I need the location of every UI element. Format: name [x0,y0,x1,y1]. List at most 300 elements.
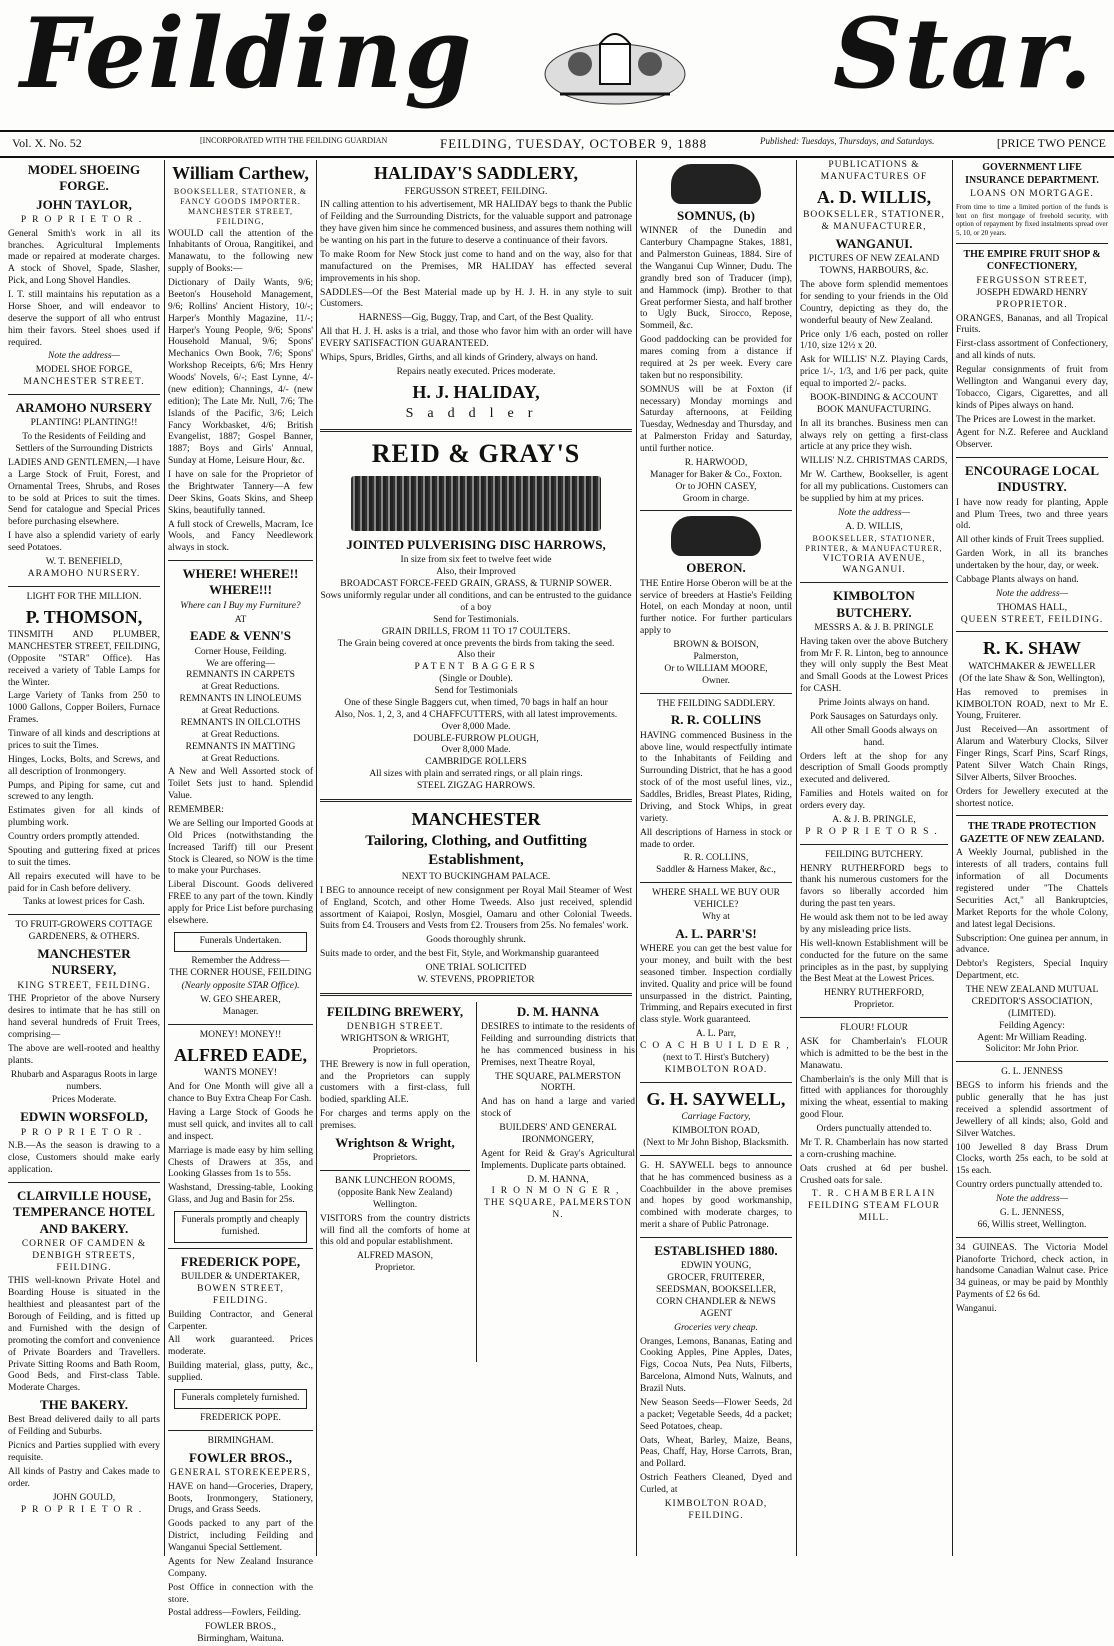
willis-text: The above form splendid mementoes for sending to your friends in the Old Country, depicting as they do, the wonderful beauty of New Zealand. [800,280,948,326]
column-rule [952,160,953,1556]
reid-title: REID & GRAY'S [371,438,581,468]
fruit-text: The Prices are Lowest in the market. [956,414,1096,425]
reid-baggers-also: Also their [457,650,495,661]
tailor-title: MANCHESTER [411,808,541,829]
carthew-subtitle: MANCHESTER STREET, FEILDING, [188,206,293,226]
fowler-text: Post Office in connection with the store. [168,1582,313,1605]
bottom-split [320,1002,635,1362]
fruit-text: Regular consignments of fruit from Wellington and Wanganui every day, Tobacco, Cigars, Cigarettes, and all kinds of Pipes always on hand. [956,365,1108,411]
reid-drills: GRAIN DRILLS, FROM 11 TO 17 COULTERS. [381,626,571,637]
forge-title: MODEL SHOEING FORGE. [27,162,141,194]
hall-signature: QUEEN STREET, FEILDING. [960,614,1104,625]
reid-over: Over 8,000 Made. [441,721,511,732]
forge-role: PROPRIETOR. [20,214,148,225]
pringle-text: Pork Sausages on Saturdays only. [810,711,938,722]
eade-text: A New and Well Assorted stock of Toilet Sets just to hand. Splendid Value. [168,767,313,802]
hanna-text: DESIRES to intimate to the residents of Feilding and surrounding districts that he has commenced business in his Premises, next Theatre Royal, [481,1022,635,1068]
hanna-title: D. M. HANNA [516,1003,600,1019]
eade-text: Liberal Discount. Goods delivered FREE to any part of the town. Kindly apply for Price List before purchasing elsewhere. [168,880,313,926]
column-1 [8,160,160,1556]
eade-text: We are Selling our Imported Goods at Old Prices (notwithstanding the Increased Tariff) till our Present Stock is Cleared, so NOW is the time to make your Purchases. [168,818,313,877]
eade-line: REMNANTS IN CARPETS [186,670,295,681]
nursery-title: ARAMOHO NURSERY [15,400,153,415]
oberon-signature: Palmerston, [693,651,739,662]
thomson-text: Estimates given for all kinds of plumbing work. [8,806,160,829]
young-name: EDWIN YOUNG, [680,1261,752,1272]
somnus-text: SOMNUS will be at Foxton (if necessary) Monday mornings and Saturday afternoons, at Feilding Tuesday, Wednesday and Thursday, and at Palmerston Friday and Saturday, until further notice. [640,384,792,454]
nursery-signature: ARAMOHO NURSERY. [27,568,141,579]
jenness-text: BEGS to inform his friends and the public generally that he has just received a splendid assortment of Jewellery of all kinds; also, Gold and Silver Watches. [956,1081,1108,1139]
tailor-text: Suits made to order, and the best Fit, Style, and Workmanship guaranteed [320,949,599,960]
eade-line: at Great Reductions. [201,753,280,764]
rutherford-text: His well-known Establishment will be conducted for the future on the same principles as in the past, by supplying the Best Meat at the Lowest Prices. [800,938,948,985]
money-text: Washstand, Dressing-table, Looking Glass, and Jug and Basin for 25s. [168,1183,313,1206]
brewery-text: For charges and terms apply on the premises. [320,1109,470,1131]
thomson-text: Tanks at lowest prices for Cash. [23,897,145,908]
rutherford-text: HENRY RUTHERFORD begs to thank his numerous customers for the favors so liberally accorded him during the past ten years. [800,863,948,910]
oberon-signature: Or to WILLIAM MOORE, [664,663,768,674]
hanna-text: And has on hand a large and varied stock of [481,1097,635,1120]
willis-book: BOOK-BINDING & ACCOUNT BOOK MANUFACTURING. [810,392,938,415]
column-4 [640,160,795,1556]
shaw-subtitle: WATCHMAKER & JEWELLER [968,661,1096,672]
brewery-title: FEILDING BREWERY, [326,1003,464,1019]
haliday-title: HALIDAY'S SADDLERY, [373,163,579,183]
pope-subtitle: BUILDER & UNDERTAKER, [181,1272,300,1282]
forge-address: MODEL SHOE FORGE, [35,365,133,376]
masthead-title-left: Feilding [20,0,474,110]
fruit-title: THE EMPIRE FRUIT SHOP & CONFECTIONERY, [963,248,1101,273]
pope-text: Building Contractor, and General Carpenter. [168,1309,313,1332]
haliday-subtitle: FERGUSSON STREET, FEILDING. [404,186,548,197]
thomson-text: Large Variety of Tanks from 250 to 1000 Gallons, Copper Boilers, Furnace Frames. [8,691,160,726]
pringle-subtitle: MESSRS A. & J. B. PRINGLE [814,622,934,633]
flour-text: Orders punctually attended to. [816,1124,932,1134]
jenness-text: Country orders punctually attended to. [956,1180,1103,1191]
reid-text: One of these Single Baggers cut, when timed, 70 bags in half an hour [344,697,608,708]
eade-address: Remember the Address— [191,955,290,966]
willis-location: WANGANUI. [835,236,913,251]
eade-line: REMNANTS IN OILCLOTHS [180,717,301,728]
pringle-text: Orders left at the shop for any description of Small Goods promptly executed and delivered. [800,751,948,786]
eade-signature: W. GEO SHEARER, [200,995,281,1006]
thomson-head: LIGHT FOR THE MILLION. [26,591,142,602]
money-head: MONEY! MONEY!! [199,1030,282,1040]
flour-text: Mr T. R. Chamberlain has now started a corn-crushing machine. [800,1137,948,1160]
manchester-nursery-subtitle: KING STREET, FEILDING. [17,980,151,991]
trade-text: Debtor's Registers, Special Inquiry Department, etc. [956,959,1108,982]
reid-testimonials: Send for Testimonials [434,686,518,696]
young-text: Oranges, Lemons, Bananas, Eating and Cooking Apples, Pine Apples, Dates, Figs, Cocoa Nuts, Pea Nuts, Filberts, Barcelona, Almond Nuts, Walnuts, and Brazil Nuts. [640,1336,792,1394]
willis-pictures: PICTURES OF NEW ZEALAND TOWNS, HARBOURS, &c. [808,254,940,277]
jenness-signature: G. L. JENNESS, [999,1207,1065,1218]
bakery-signature: JOHN GOULD, [52,1492,116,1503]
bakery-text: Best Bread delivered daily to all parts of Feilding and Suburbs. [8,1415,160,1438]
pringle-signature: A. & J. B. PRINGLE, [832,814,916,825]
shaw-subtitle: (Of the late Shaw & Son, Wellington), [959,673,1105,684]
brewery-subtitle: DENBIGH STREET. [346,1022,444,1032]
brewery-signature: Proprietors. [372,1153,418,1164]
trade-association: THE NEW ZEALAND MUTUAL CREDITOR'S ASSOCIATION, (LIMITED). [965,985,1099,1019]
thomson-text: Hinges, Locks, Bolts, and Screws, and all description of Ironmongery. [8,754,160,777]
fowler-text: HAVE on hand—Groceries, Drapery, Boots, Ironmongery, Stationery, Drugs, and Grass Seeds. [168,1481,313,1516]
money-text: Having a Large Stock of Goods he must sell quick, and invites all to call and inspect. [168,1108,313,1142]
thomson-text: Tinware of all kinds and descriptions at prices to suit the Times. [8,729,160,751]
young-established: ESTABLISHED 1880. [654,1243,778,1258]
somnus-title: SOMNUS, (b) [676,208,755,223]
dateline [0,130,1114,158]
eade-address: (Nearly opposite STAR Office). [181,981,300,992]
haliday-text: HARNESS—Gig, Buggy, Trap, and Cart, of the Best Quality. [358,313,594,324]
eade-address: THE CORNER HOUSE, FEILDING [169,967,312,978]
bakery-signature: PROPRIETOR. [20,1504,148,1515]
fowler-text: Agents for New Zealand Insurance Company. [168,1556,313,1579]
brewery-signature: Wrightson & Wright, [335,1134,455,1150]
publication-days: Published: Tuesdays, Thursdays, and Saturdays. [760,136,935,146]
jenness-signature: 66, Willis street, Wellington. [977,1219,1087,1230]
carthew-title: William Carthew, [172,163,309,183]
forge-text: General Smith's work in all its branches. Agricultural Implements made or repaired at moderate charges. A stock of Shovel, Spade, Slasher, Pick, and Long Shovel Handles. [8,228,160,287]
reid-sower: BROADCAST FORCE-FEED GRAIN, GRASS, & TURNIP SOWER. [340,579,612,590]
flour-text: Chamberlain's is the only Mill that is fitted with appliances for thoroughly mixing the wheat, essential to making good Flour. [800,1074,948,1121]
thomson-name: P. THOMSON, [25,606,143,627]
somnus-signature: Or to JOHN CASEY, [675,481,757,492]
willis-subtitle: BOOKSELLER, STATIONER, & MANUFACTURER, [803,210,945,233]
trade-title: THE TRADE PROTECTION GAZETTE OF NEW ZEALAND. [959,821,1105,845]
haliday-text: Whips, Spurs, Bridles, Girths, and all kinds of Grindery, always on hand. [320,352,598,363]
column-2 [168,160,313,1645]
saddlery-text: All descriptions of Harness in stock or made to order. [640,827,792,850]
reid-harrows: JOINTED PULVERISING DISC HARROWS, [346,537,606,553]
saddlery-signature: Saddler & Harness Maker, &c., [656,865,776,876]
haliday-signature: H. J. HALIDAY, [412,381,540,402]
reid-drills-note: The Grain being covered at once prevents the birds from taking the seed. [337,638,615,649]
parr-question: WHERE SHALL WE BUY OUR VEHICLE? [652,888,780,910]
price: [PRICE TWO PENCE [996,136,1106,150]
manchester-nursery-text: Rhubarb and Asparagus Roots in large numbers. [10,1069,158,1092]
reid-over: Over 8,000 Made. [441,745,511,756]
parr-text: WHERE you can get the best value for your money, and built with the best seasoned timber. Inspection cordially invited. Quality and price will be found unsurpassed in the district. Painting, Trimming, and Repairs executed in first class style. Work guaranteed. [640,944,792,1026]
jenness-signature: Wanganui. [956,1304,997,1314]
young-subtitle: GROCER, FRUITERER, SEEDSMAN, BOOKSELLER, [655,1273,777,1295]
shaw-title: R. K. SHAW [982,638,1081,659]
willis-note: Note the address— [838,507,910,518]
hanna-location: THE SQUARE, PALMERSTON NORTH. [495,1071,621,1094]
reid-rollers-note: All sizes with plain and serrated rings, or all plain rings. [369,769,583,780]
eade-box: Funerals Undertaken. [174,932,307,952]
nursery-signature: W. T. BENEFIELD, [45,556,123,567]
saywell-subtitle: (Next to Mr John Bishop, Blacksmith. [643,1137,789,1148]
gov-text: From time to time a limited portion of the funds is lent on first mortgage of freehold security, with option of repayment by fixed instalments spread over 5, 10, or 20 years. [956,202,1108,238]
luncheon-signature: ALFRED MASON, [356,1251,433,1262]
shaw-text: Orders for Jewellery executed at the shortest notice. [956,786,1108,809]
trade-text: A Weekly Journal, published in the interests of all traders, contains full information of all Documents registered under "The Chattels Securities Act," all Bankruptcies, Market Reports for the whole Colony, and latest legal Decisions. [956,848,1108,930]
reid-sower-note: Sows uniformly regular under all conditions, and can be entrusted to the guidance of a boy [320,591,632,613]
saddlery-title: THE FEILDING SADDLERY. [656,698,776,709]
willis-signature: VICTORIA AVENUE, WANGANUI. [822,553,926,576]
incorporated-note: [INCORPORATED WITH THE FEILDING GUARDIAN [200,136,388,145]
column-rule [636,160,637,1556]
eade-remember: REMEMBER: [168,805,224,815]
forge-text: I. T. still maintains his reputation as a Horse Shoer, and will endeavor to deserve the support of all who entrust him their favors. Steel shoes used if required. [8,290,160,348]
reid-plough: DOUBLE-FURROW PLOUGH, [413,733,539,744]
column-rule [796,160,797,1556]
reid-rollers: CAMBRIDGE ROLLERS [425,757,527,768]
rutherford-title: FEILDING BUTCHERY. [825,849,923,860]
saddlery-name: R. R. COLLINS [670,712,762,728]
gov-title: GOVERNMENT LIFE INSURANCE DEPARTMENT. [965,162,1099,186]
carthew-subtitle: BOOKSELLER, STATIONER, & FANCY GOODS IMPORTER. [173,186,308,206]
eade-line: REMNANTS IN MATTING [185,741,296,752]
hotel-address: CORNER OF CAMDEN & DENBIGH STREETS, FEILDING. [21,1238,147,1273]
young-text: Oats, Wheat, Barley, Maize, Beans, Peas, Chaff, Hay, Horse Carrots, Bran, and Pollard. [640,1435,792,1470]
carthew-text: A full stock of Crewells, Macram, Ice Wools, and Fancy Needlework always in stock. [168,519,313,554]
oberon-signature: BROWN & BOISON, [673,640,759,650]
tailor-text: Goods thoroughly shrunk. [426,935,526,946]
forge-address: MANCHESTER STREET. [23,377,145,388]
manchester-nursery-signature: EDWIN WORSFOLD, [20,1109,148,1125]
saywell-title: G. H. SAYWELL, [646,1088,786,1109]
column-rule [316,160,317,1556]
parr-signature: A. L. Parr, [696,1029,736,1040]
fruit-subtitle: FERGUSSON STREET, [976,275,1088,286]
rutherford-signature: HENRY RUTHERFORD, [824,988,924,999]
eade-line: at Great Reductions. [201,729,280,740]
eade-name: EADE & VENN'S [190,628,291,644]
fowler-title: FOWLER BROS., [189,1449,292,1465]
parr-why: Why at [702,911,730,922]
young-text: Ostrich Feathers Cleaned, Dyed and Curled, at [640,1473,792,1495]
bakery-title: THE BAKERY. [40,1397,128,1413]
manchester-nursery-text: Prices Moderate. [51,1095,117,1106]
fruit-role: PROPRIETOR. [996,299,1068,310]
fowler-subtitle: GENERAL STOREKEEPERS, [170,1467,311,1478]
reid-testimonials: Send for Testimonials. [433,614,519,625]
young-signature: KIMBOLTON ROAD, FEILDING. [664,1498,768,1521]
issue-date: FEILDING, TUESDAY, OCTOBER 9, 1888 [440,136,708,151]
column-rule [164,160,165,1556]
hanna-signature: IRONMONGER, [491,1186,625,1197]
manchester-nursery-text: THE Proprietor of the above Nursery desires to intimate that he has still on hand several hundreds of Fruit Trees, comprising— [8,994,160,1040]
willis-text: Mr W. Carthew, Bookseller, is agent for all my publications. Customers can be supplied by him at my prices. [800,470,948,504]
hotel-text: THIS well-known Private Hotel and Boarding House is situated in the healthiest and pleasantest part of the Borough of Feilding, and is fitted up and Furnished with the design of promoting the comfort and convenience of Private Boarders and Travellers. Private Sitting Rooms and Bath Room, Good Beds, and First-class Table. Moderate Charges. [8,1276,160,1394]
reid-also: Also, their Improved [436,567,516,578]
trade-agent: Solicitor: Mr John Prior. [985,1044,1079,1055]
thomson-text: Country orders promptly attended. [8,832,140,842]
hall-title: ENCOURAGE LOCAL INDUSTRY. [965,463,1099,495]
disc-harrow-illustration [351,476,601,531]
carthew-text: Dictionary of Daily Wants, 9/6; Beeton's Household Management, 9/6; Rollins' Ancient History, 10/-; Harper's Monthly Magazine, 11/-; Harper's Young People, 9/6; Spons' Household Manual, 9/6; Spons' Mechanics Own Book, 7/6; Spons' Workshop Receipts, 6/6; Mrs Henry Woods' Novels, 6/-; East Lynne, 4/- (new edition); Channings, 4/- (new edition); The Late Mr. Null, 7/6; The Islands of the Pacific, 3/6; Leich Fancy Workbasket, 4/6; British Evangelist, 1887; Gospel Banner, 1887; Boys and Girls' Annual, Sunday at Home, Leisure Hour, &c. [168,278,313,467]
saddlery-text: HAVING commenced Business in the above line, would respectfully intimate to the Inhabitants of Feilding and Surrounding District, that he has a good stock of of the most useful lines, viz., Saddles, Bridles, Breast Plates, Riding, Driving, and Stock Whips, in great variety. [640,730,792,824]
reid-chaff: Also, Nos. 1, 2, 3, and 4 CHAFFCUTTERS, with all latest improvements. [334,709,618,720]
hanna-signature: THE SQUARE, PALMERSTON N. [484,1198,632,1221]
pope-title: FREDERICK POPE, [180,1253,301,1269]
willis-signature: BOOKSELLER, STATIONER, PRINTER, & MANUFACTURER, [805,533,943,553]
hotel-title: CLAIRVILLE HOUSE, TEMPERANCE HOTEL AND BAKERY. [13,1188,155,1236]
fowler-text: Postal address—Fowlers, Feilding. [168,1608,301,1619]
carthew-text: I have on sale for the Proprietor of the Brightwater Tannery—A few Deer Skins, Goats Skins, and Sheep Skins, beautifully tanned. [168,470,313,516]
eade-question: Where can I Buy my Furniture? [180,600,301,611]
eade-offering: We are offering— [206,658,275,669]
willis-title: A. D. WILLIS, [816,186,932,207]
hall-text: Garden Work, in all its branches undertaken by the hour, day, or week. [956,549,1108,571]
masthead-title-right: Star. [832,0,1094,110]
somnus-text: Good paddocking can be provided for mares coming from a distance if required at 2s per week. Every care taken but no responsibility. [640,335,792,381]
haliday-text: IN calling attention to his advertisement, MR HALIDAY begs to thank the Public of Feilding and the Surrounding Districts, for the valuable support and patronage they have given him since he commenced business, and assures them nothing will be wanting on his part in the future to deserve a continuance of their favors. [320,200,632,246]
trade-agent: Agent: Mr William Reading. [977,1032,1087,1043]
thomson-text: TINSMITH AND PLUMBER, MANCHESTER STREET, FEILDING, (Opposite "STAR" Office). Has received a variety of Table Lamps for the Winter. [8,630,160,688]
rutherford-signature: Proprietor. [853,1000,895,1011]
money-subtitle: WANTS MONEY! [203,1068,278,1079]
saddlery-signature: R. R. COLLINS, [683,853,749,864]
willis-signature: A. D. WILLIS, [845,521,903,532]
rutherford-text: He would ask them not to be led away by any misleading price lists. [800,913,948,935]
willis-text: In all its branches. Business men can always rely on getting a first-class article at any price they wish. [800,418,948,453]
luncheon-signature: Proprietor. [374,1263,416,1274]
money-title: ALFRED EADE, [173,1044,307,1065]
reid-size: In size from six feet to twelve feet wide [400,555,552,566]
tailor-location: NEXT TO BUCKINGHAM PALACE. [401,871,551,882]
young-subtitle: CORN CHANDLER & NEWS AGENT [656,1296,776,1319]
trade-agent: Feilding Agency: [999,1020,1065,1031]
shaw-text: Has removed to premises in KIMBOLTON ROAD, next to Mr E. Young, Fruiterer. [956,687,1108,722]
column-5 [800,160,948,1556]
pringle-text: Families and Hotels waited on for orders every day. [800,789,948,811]
eade-line: REMNANTS IN LINOLEUMS [179,694,302,705]
jenness-note: Note the address— [996,1194,1068,1204]
royal-crest-icon [540,14,690,114]
haliday-text: To make Room for New Stock just come to hand and on the way, also for that manufactured on the Premises, MR HALIDAY has effected several improvements in his shop. [320,249,632,284]
luncheon-title: BANK LUNCHEON ROOMS, [334,1176,456,1186]
money-text: And for One Month will give all a chance to Buy Extra Cheap For Cash. [168,1082,313,1105]
oberon-title: OBERON. [686,560,746,576]
young-subtitle: Groceries very cheap. [674,1322,758,1333]
reid-baggers: PATENT BAGGERS [414,662,538,673]
manchester-nursery-signature: PROPRIETOR. [20,1127,148,1138]
column-3 [320,160,635,1556]
fowler-text: Goods packed to any part of the District, including Feilding and Wanganui Special Settlement. [168,1519,313,1553]
carthew-text: WOULD call the attention of the Inhabitants of Oroua, Rangitikei, and Manawatu, to the following new supply of Books:— [168,228,313,275]
pope-subtitle: BOWEN STREET, FEILDING. [197,1283,284,1306]
nursery-text: I have also a splendid variety of early seed Potatoes. [8,531,160,553]
hanna-signature: D. M. HANNA, [527,1174,589,1185]
fruit-text: Agent for N.Z. Referee and Auckland Observer. [956,428,1108,451]
masthead [0,0,1114,130]
fruit-owner: JOSEPH EDWARD HENRY [976,287,1088,298]
brewery-owner: WRIGHTSON & WRIGHT, [340,1033,450,1044]
willis-xmas: WILLIS' N.Z. CHRISTMAS CARDS, [800,456,948,467]
brewery-block [320,1002,470,1275]
parr-title: A. L. PARR'S! [675,925,757,941]
forge-address: Note the address— [48,351,120,362]
saywell-subtitle: Carriage Factory, [681,1112,751,1123]
flour-text: Oats crushed at 6d per bushel. Crushed oats for sale. [800,1163,948,1186]
parr-signature: KIMBOLTON ROAD. [664,1064,768,1075]
nursery-text: To the Residents of Feilding and Settlers of the Surrounding Districts [15,432,153,454]
luncheon-subtitle: (opposite Bank New Zealand) Wellington. [337,1187,453,1210]
somnus-signature: R. HARWOOD, [684,457,748,468]
somnus-signature: Groom in charge. [682,493,750,504]
tailor-signature: W. STEVENS, PROPRIETOR [417,974,535,985]
parr-signature: COACHBUILDER, [640,1041,795,1051]
fruit-text: First-class assortment of Confectionery, and all kinds of nuts. [956,339,1108,362]
eade-at: AT [234,614,247,625]
horse-illustration [671,164,761,204]
pringle-text: All other Small Goods always on hand. [810,725,938,748]
oberon-signature: Owner. [702,675,730,686]
hanna-text: Agent for Reid & Gray's Agricultural Implements. Duplicate parts obtained. [481,1148,635,1171]
money-text: Marriage is made easy by him selling Chests of Drawers at 35s, and Looking Glasses from 1s to 55s. [168,1145,313,1180]
flour-text: ASK for Chamberlain's FLOUR which is admitted to be the best in the Manawatu. [800,1036,948,1071]
saywell-text: G. H. SAYWELL begs to announce that he has commenced business as a Coachbuilder in the above premises and hopes by good workmanship, combined with moderate charges, to merit a share of Public Patronage. [640,1160,792,1231]
haliday-text: Repairs neatly executed. Prices moderate. [396,366,556,377]
haliday-text: All that H. J. H. asks is a trial, and those who favor him with an order will have EVERY SATISFACTION GUARANTEED. [320,327,632,349]
eade-head: WHERE! WHERE!! WHERE!!! [182,566,299,598]
fowler-signature: Birmingham, Waituna. [197,1634,284,1645]
trade-text: Subscription: One guinea per annum, in advance. [956,933,1108,956]
pope-box: Funerals completely furnished. [174,1389,307,1409]
pringle-text: Having taken over the above Butchery from Mr F. R. Linton, beg to announce they will only supply the Best Meat and Small Goods at the Lowest Prices for CASH. [800,636,948,695]
forge-owner: JOHN TAYLOR, [36,196,132,212]
brewery-text: THE Brewery is now in full operation, and the Proprietors can supply customers with a first-class, full bodied, sparkling ALE. [320,1059,470,1106]
willis-head: PUBLICATIONS & MANUFACTURES OF [820,160,928,182]
eade-line: at Great Reductions. [201,682,280,693]
pope-text: Building material, glass, putty, &c., supplied. [168,1361,313,1383]
tailor-text: I BEG to announce receipt of new consignment per Royal Mail Steamer of West of England, Scotch, and other Home Tweeds. Also just received, splendid assortment of Kaiapoi, Roslyn, Mosgiel, Oamaru and other Colonial Tweeds. Suits from £4. Trousers and Vests from £2. Trousers from 25s. No females' work. [320,885,632,932]
reid-zigzag: STEEL ZIGZAG HARROWS. [416,781,536,791]
flour-signature: FEILDING STEAM FLOUR MILL. [808,1201,940,1224]
somnus-text: WINNER of the Dunedin and Canterbury Champagne Stakes, 1881, and Palmerston Guineas, 1884. Sire of the Wanganui Cup Winner, Dudu. The grandly bred son of Traducer (imp), and Hammock (imp). Brother to that Great performer Siesta, and half brother to Ugly Buck, Sirocco, Repose, Sommeil, &c. [640,226,792,332]
oberon-text: THE Entire Horse Oberon will be at the service of breeders at Hastie's Feilding Hotel, on each Monday at noon, until further notice. For further particulars apply to [640,578,792,637]
pope-signature: FREDERICK POPE. [200,1412,281,1423]
fowler-location: BIRMINGHAM. [207,1435,274,1446]
fruit-text: ORANGES, Bananas, and all Tropical Fruits. [956,313,1108,336]
pringle-signature: PROPRIETORS. [805,826,943,837]
eade-location: Corner House, Feilding. [194,646,287,657]
nursery-text: LADIES AND GENTLEMEN,—I have a Large Stock of Fruit, Forest, and Ornamental Trees, Shrubs, and Roses to be sold at Prices to suit the times. Send for catalogue and Special Prices before purchasing elsewhere. [8,457,160,528]
thomson-text: All repairs executed will have to be paid for in Cash before delivery. [8,871,160,894]
haliday-text: SADDLES—Of the Best Material made up by H. J. H. in any style to suit Customers. [320,287,632,310]
hall-signature: THOMAS HALL, [996,602,1068,613]
hall-text: Cabbage Plants always on hand. [956,574,1079,585]
hall-note: Note the address— [996,588,1068,599]
brewery-role: Proprietors. [372,1045,418,1056]
hall-text: All other kinds of Fruit Trees supplied. [956,535,1105,546]
young-text: New Season Seeds—Flower Seeds, 2d a packet; Vegetable Seeds, 4d a packet; Seed Potatoes, cheap. [640,1397,792,1432]
pringle-title: KIMBOLTON BUTCHERY. [833,588,915,620]
manchester-nursery-title: MANCHESTER NURSERY, [37,946,131,978]
manchester-nursery-note: N.B.—As the season is drawing to a close, Customers should make early application. [8,1141,160,1176]
haliday-signature: Saddler [405,406,547,422]
pope-text: All work guaranteed. Prices moderate. [168,1335,313,1358]
hanna-stock: BUILDERS' AND GENERAL IRONMONGERY, [499,1123,617,1145]
nursery-subtitle: PLANTING! PLANTING!! [30,418,138,429]
somnus-signature: Manager for Baker & Co., Foxton. [650,469,782,480]
parr-signature: (next to T. Hirst's Butchery) [662,1052,770,1063]
thomson-text: Spouting and guttering fixed at prices to suit the times. [8,845,160,868]
flour-title: FLOUR! FLOUR [840,1023,908,1033]
tailor-trial: ONE TRIAL SOLICITED [425,963,527,973]
willis-text: Price only 1/6 each, posted on roller 1/10, size 12½ x 20. [800,329,948,352]
hall-text: I have now ready for planting, Apple and Plum Trees, two and three years old. [956,497,1108,532]
manchester-nursery-head: TO FRUIT-GROWERS COTTAGE GARDENERS, & OTHERS. [15,920,153,943]
tailor-subtitle: Tailoring, Clothing, and Outfitting Establishment, [365,833,587,869]
fowler-signature: FOWLER BROS., [205,1622,276,1633]
bakery-text: Picnics and Parties supplied with every requisite. [8,1441,160,1463]
shaw-text: Just Received—An assortment of Alarum and Waterbury Clocks, Silver Finger Rings, Scarf Pins, Scarf Rings, Patent Silver Watch Chain Rings, Silver Alberts, Silver Brooches. [956,725,1108,783]
jenness-piano-text: 34 GUINEAS. The Victoria Model Pianoforte Trichord, check action, in handsome Canadian Walnut case. Price 34 guineas, or may be paid by Monthly Payments of £2 6s 6d. [956,1242,1108,1301]
manchester-nursery-text: The above are well-rooted and healthy plants. [8,1043,160,1066]
